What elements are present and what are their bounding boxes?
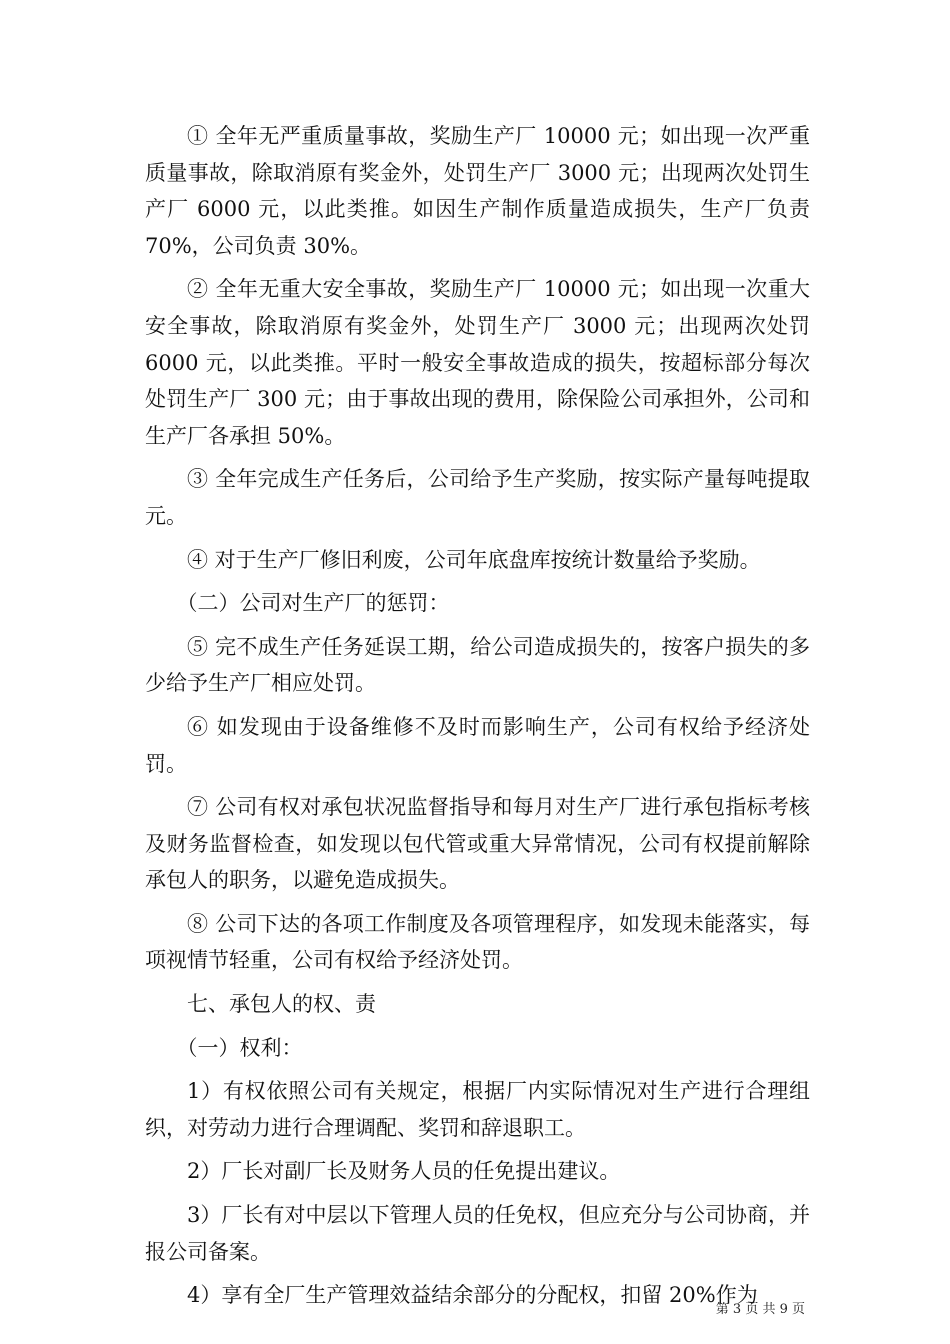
paragraph-5: ⑤ 完不成生产任务延误工期，给公司造成损失的，按客户损失的多少给予生产厂相应处罚。 bbox=[145, 634, 810, 696]
paragraph-8: ⑧ 公司下达的各项工作制度及各项管理程序，如发现未能落实，每项视情节轻重，公司有权给予经济处罚。 bbox=[145, 911, 810, 973]
section-heading-penalties: （二）公司对生产厂的惩罚： bbox=[176, 591, 450, 616]
rights-item-3: 3）厂长有对中层以下管理人员的任免权，但应充分与公司协商，并报公司备案。 bbox=[145, 1203, 810, 1264]
paragraph-7: ⑦ 公司有权对承包状况监督指导和每月对生产厂进行承包指标考核及财务监督检查，如发现以包代管或重大异常情况，公司有权提前解除承包人的职务，以避免造成损失。 bbox=[145, 795, 810, 893]
rights-item-1: 1）有权依照公司有关规定，根据厂内实际情况对生产进行合理组织，对劳动力进行合理调配、奖罚和辞退职工。 bbox=[145, 1079, 810, 1140]
section-heading-rights: （一）权利： bbox=[176, 1035, 303, 1060]
section-heading-contractor: 七、承包人的权、责 bbox=[187, 992, 376, 1017]
rights-item-4: 4）享有全厂生产管理效益结余部分的分配权，扣留 20%作为 bbox=[187, 1283, 758, 1308]
paragraph-3: ③ 全年完成生产任务后，公司给予生产奖励，按实际产量每吨提取元。 bbox=[145, 467, 810, 528]
page-number-footer: 第 3 页 共 9 页 bbox=[715, 1302, 805, 1317]
paragraph-4: ④ 对于生产厂修旧利废，公司年底盘库按统计数量给予奖励。 bbox=[187, 547, 761, 572]
paragraph-1: ① 全年无严重质量事故，奖励生产厂 10000 元；如出现一次严重质量事故，除取消原有奖金外，处罚生产厂 3000 元；出现两次处罚生产厂 6000 元，以此类推。如因生产制作质量造成损失，生产厂负责 70%，公司负责 30%。 bbox=[145, 124, 810, 258]
paragraph-6: ⑥ 如发现由于设备维修不及时而影响生产，公司有权给予经济处罚。 bbox=[145, 714, 810, 776]
rights-item-2: 2）厂长对副厂长及财务人员的任免提出建议。 bbox=[187, 1159, 621, 1184]
paragraph-2: ② 全年无重大安全事故，奖励生产厂 10000 元；如出现一次重大安全事故，除取消原有奖金外，处罚生产厂 3000 元；出现两次处罚 6000 元，以此类推。平时一般安全事故造成的损失，按超标部分每次处罚生产厂 300 元；由于事故出现的费用，除保险公司承担外，公司和生产厂各承担 50%。 bbox=[145, 277, 810, 448]
document-body bbox=[145, 118, 810, 1314]
